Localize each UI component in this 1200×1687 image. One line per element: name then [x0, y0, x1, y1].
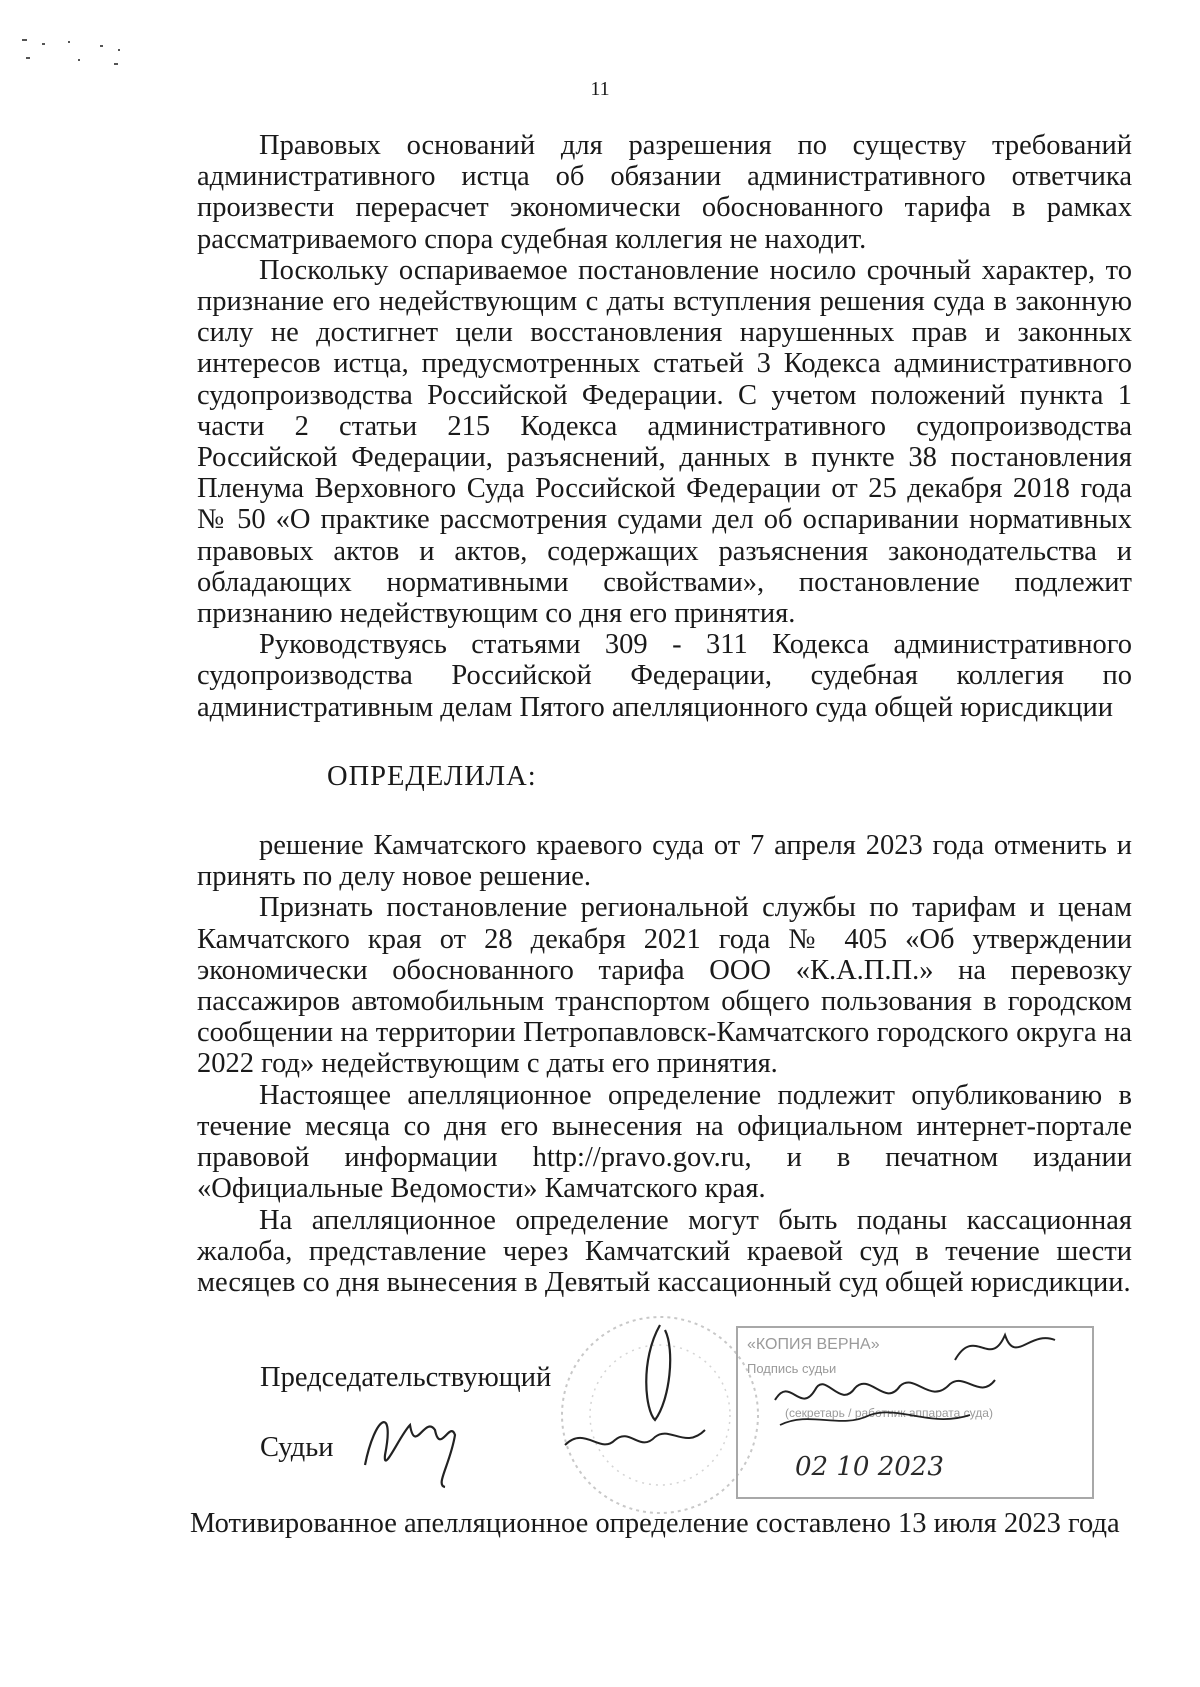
- paragraph: Руководствуясь статьями 309 - 311 Кодекса административного судопроизводства Российской Федерации, судебная коллегия по административным делам Пятого апелляционного суда общей юрисдикции: [197, 629, 1132, 723]
- ruling-paragraph: На апелляционное определение могут быть поданы кассационная жалоба, представление через Камчатский краевой суд в течение шести месяцев со дня вынесения в Девятый кассационный суд общей юрисдикции.: [197, 1204, 1132, 1298]
- judge-signature-1: [355, 1395, 465, 1490]
- document-body: [197, 130, 1132, 1298]
- judge-signature-2: [560, 1415, 710, 1465]
- stamp-line: Подпись судьи: [747, 1361, 837, 1376]
- ruling-heading: ОПРЕДЕЛИЛА:: [327, 760, 537, 792]
- presiding-signature: [630, 1320, 690, 1430]
- stamp-title: «КОПИЯ ВЕРНА»: [747, 1336, 880, 1353]
- ruling-paragraph: решение Камчатского краевого суда от 7 апреля 2023 года отменить и принять по делу новое решение.: [197, 830, 1132, 893]
- stamp-date: 02 10 2023: [795, 1452, 944, 1482]
- ruling-paragraph: Настоящее апелляционное определение подлежит опубликованию в течение месяца со дня его вынесения на официальном интернет-портале правовой информации http://pravo.gov.ru, и в печатном издании «Официальные Ведомости» Камчатского края.: [197, 1079, 1132, 1205]
- scan-artifact-marks: [18, 35, 158, 75]
- paragraph: Поскольку оспариваемое постановление носило срочный характер, то признание его недействующим с даты вступления решения суда в законную силу не достигнет цели восстановления нарушенных прав и законных интересов истца, предусмотренных статьей 3 Кодекса административного судопроизводства Российской Федерации. С учетом положений пункта 1 части 2 статьи 215 Кодекса административного судопроизводства Российской Федерации, разъяснений, данных в пункте 38 постановления Пленума Верховного Суда Российской Федерации от 25 декабря 2018 года № 50 «О практике рассмотрения судами дел об оспаривании нормативных правовых актов и актов, содержащих разъяснения законодательства и обладающих нормативными свойствами», постановление подлежит признанию недействующим со дня его принятия.: [197, 254, 1132, 630]
- stamp-line: (секретарь / работник аппарата суда): [785, 1406, 993, 1420]
- ruling-paragraph: Признать постановление региональной службы по тарифам и ценам Камчатского края от 28 декабря 2021 года № 405 «Об утверждении экономически обоснованного тарифа ООО «К.А.П.П.» на перевозку пассажиров автомобильным транспортом общего пользования в городском сообщении на территории Петропавловск-Камчатского городского округа на 2022 год» недействующим с даты его принятия.: [197, 892, 1132, 1080]
- presiding-label: Председательствующий: [260, 1362, 552, 1393]
- paragraph: Правовых оснований для разрешения по существу требований административного истца об обязании административного ответчика произвести перерасчет экономически обоснованного тарифа в рамках рассматриваемого спора судебная коллегия не находит.: [197, 130, 1132, 255]
- judges-label: Судьи: [260, 1432, 334, 1463]
- page-number: 11: [590, 78, 610, 100]
- footer-motivated-date: Мотивированное апелляционное определение составлено 13 июля 2023 года: [190, 1508, 1120, 1539]
- clerk-handwriting: [770, 1360, 1000, 1435]
